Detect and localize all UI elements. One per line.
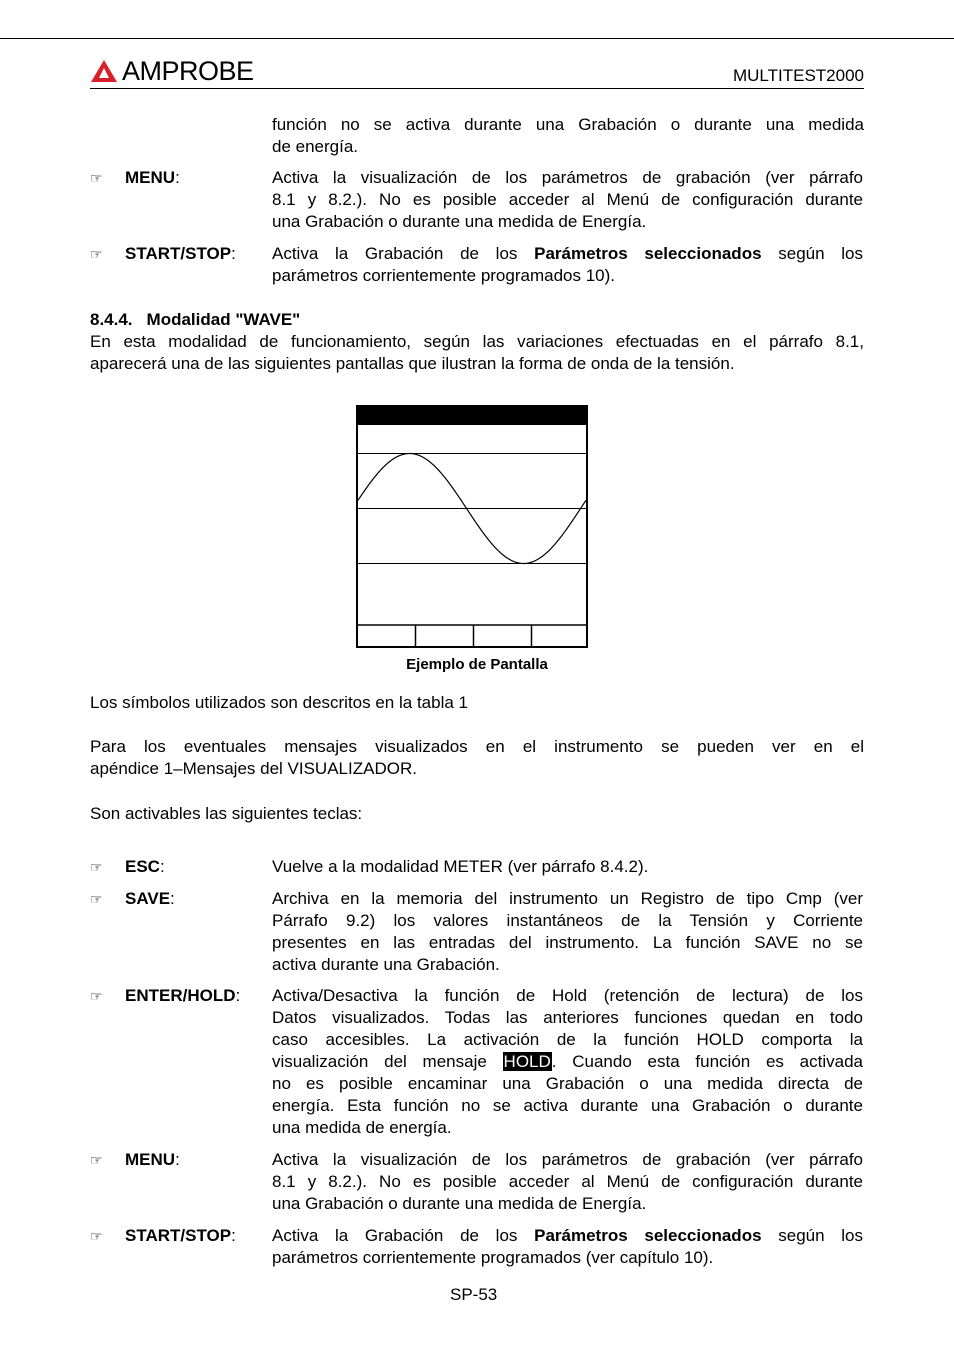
section-number: 8.4.4. [90, 310, 133, 329]
figure-caption: Ejemplo de Pantalla [406, 656, 548, 673]
top-rule [0, 38, 954, 39]
text-line: no es posible encaminar una Grabación o una medida directa de [272, 1074, 863, 1093]
start-stop-item [90, 1225, 864, 1269]
text-line: caso accesibles. La activación de la función HOLD comporta la [272, 1030, 863, 1049]
brand-name: AMPROBE [122, 56, 254, 86]
esc-item [90, 856, 864, 878]
pointing-hand-icon: ☞ [90, 246, 103, 262]
text-line: energía. Esta función no se activa durante una Grabación o durante [272, 1096, 863, 1115]
text-line: presentes en las entradas del instrumento. La función SAVE no se [272, 933, 863, 952]
waveform-display [358, 407, 586, 646]
text-line: Activa la visualización de los parámetros de grabación (ver párrafo [272, 1150, 863, 1169]
text-line: Activa la visualización de los parámetros de grabación (ver párrafo [272, 168, 863, 187]
screen-title-bar [358, 407, 586, 425]
key-description [272, 1149, 863, 1215]
hold-badge: HOLD [503, 1052, 551, 1071]
text-line: Párrafo 9.2) los valores instantáneos de la Tensión y Corriente [272, 911, 863, 930]
messages-paragraph [90, 736, 864, 780]
start-stop-item-top [90, 243, 864, 287]
text-line: de energía. [272, 137, 359, 156]
pointing-hand-icon: ☞ [90, 859, 103, 875]
key-label: ENTER/HOLD: [125, 986, 241, 1005]
key-label: SAVE: [125, 889, 175, 908]
pointing-hand-icon: ☞ [90, 988, 103, 1004]
keys-intro: Son activables las siguientes teclas: [90, 804, 363, 823]
page-number: SP-53 [450, 1285, 498, 1304]
section-heading [90, 309, 300, 331]
symbols-paragraph: Los símbolos utilizados son descritos en la tabla 1 [90, 693, 468, 712]
save-item [90, 888, 864, 976]
text-line: una Grabación o durante una medida de Energía. [272, 212, 647, 231]
section-title: Modalidad "WAVE" [146, 310, 301, 329]
amprobe-triangle-icon [90, 59, 118, 83]
text-line: Activa/Desactiva la función de Hold (retención de lectura) de los [272, 986, 863, 1005]
text-line: Para los eventuales mensajes visualizados en el instrumento se pueden ver en el [90, 737, 864, 756]
text-line: parámetros corrientemente programados 10). [272, 266, 615, 285]
section-intro [90, 331, 864, 375]
model-name: MULTITEST2000 [732, 66, 864, 85]
key-label: MENU: [125, 1150, 180, 1169]
header-rule [90, 88, 864, 89]
text-line: En esta modalidad de funcionamiento, según las variaciones efectuadas en el párrafo 8.1, [90, 332, 864, 351]
text-line: Activa la Grabación de los Parámetros seleccionados según los [272, 1226, 863, 1245]
text-line: apéndice 1–Mensajes del VISUALIZADOR. [90, 759, 417, 778]
key-label: MENU: [125, 168, 180, 187]
text-line: una Grabación o durante una medida de Energía. [272, 1194, 647, 1213]
menu-item [90, 1149, 864, 1215]
text-line: Archiva en la memoria del instrumento un Registro de tipo Cmp (ver [272, 889, 863, 908]
brand-logo [90, 56, 254, 86]
key-label: START/STOP: [125, 244, 236, 263]
key-description [272, 888, 863, 976]
intro-continuation [272, 114, 864, 158]
menu-item-top [90, 167, 864, 233]
pointing-hand-icon: ☞ [90, 891, 103, 907]
text-line: activa durante una Grabación. [272, 955, 500, 974]
pointing-hand-icon: ☞ [90, 1228, 103, 1244]
text-line: parámetros corrientemente programados (ver capítulo 10). [272, 1248, 714, 1267]
text-line: Datos visualizados. Todas las anteriores funciones quedan en todo [272, 1008, 863, 1027]
text-line: Activa la Grabación de los Parámetros seleccionados según los [272, 244, 863, 263]
text-line: 8.1 y 8.2.). No es posible acceder al Menú de configuración durante [272, 190, 863, 209]
key-label: ESC: [125, 857, 165, 876]
pointing-hand-icon: ☞ [90, 1152, 103, 1168]
key-description [272, 1225, 863, 1269]
text-line: aparecerá una de las siguientes pantallas que ilustran la forma de onda de la tensión. [90, 354, 735, 373]
enter-hold-item [90, 985, 864, 1139]
key-description [272, 985, 863, 1139]
key-description [272, 243, 863, 287]
key-label: START/STOP: [125, 1226, 236, 1245]
key-description [272, 167, 863, 233]
text-line: visualización del mensaje HOLD. Cuando esta función es activada [272, 1052, 863, 1071]
text-line: 8.1 y 8.2.). No es posible acceder al Menú de configuración durante [272, 1172, 863, 1191]
text-line: una medida de energía. [272, 1118, 452, 1137]
key-description: Vuelve a la modalidad METER (ver párrafo 8.4.2). [272, 857, 649, 876]
text-line: función no se activa durante una Grabación o durante una medida [272, 115, 864, 134]
pointing-hand-icon: ☞ [90, 170, 103, 186]
instrument-screen [356, 405, 588, 648]
